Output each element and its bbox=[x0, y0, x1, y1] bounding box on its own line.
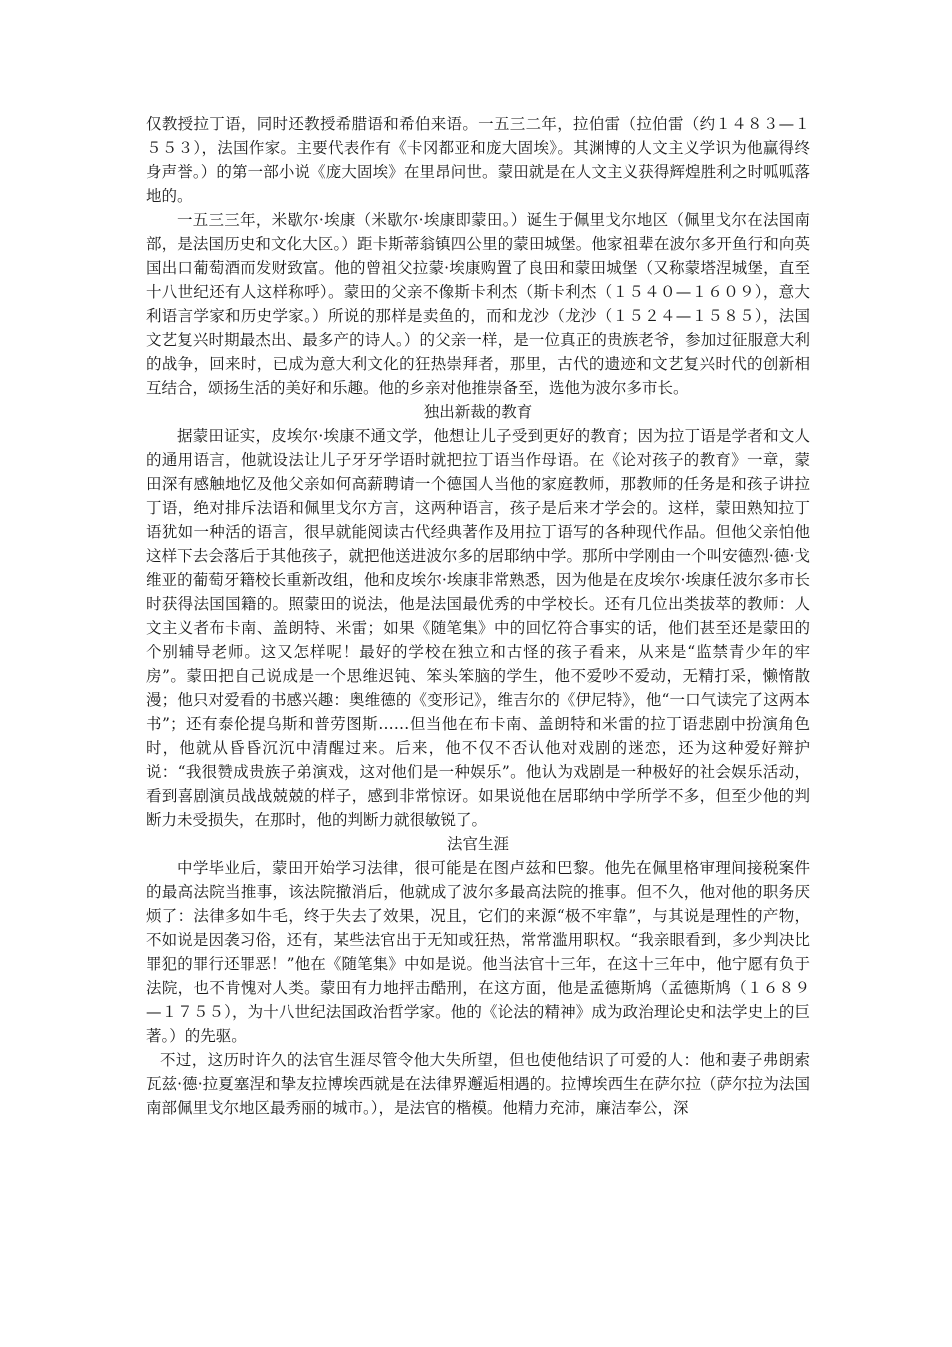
section-heading-education: 独出新裁的教育 bbox=[423, 403, 533, 421]
paragraph-birth: 一五三三年，米歇尔·埃康（米歇尔·埃康即蒙田。）诞生于佩里戈尔地区（佩里戈尔在法国南部，是法国历史和文化大区。）距卡斯蒂翁镇四公里的蒙田城堡。他家祖辈在波尔多开鱼行和向英国出口葡萄酒而发财致富。他的曾祖父拉蒙·埃康购置了良田和蒙田城堡（又称蒙塔涅城堡，直至十八世纪还有人这样称呼）。蒙田的父亲不像斯卡利杰（斯卡利杰（１５４０—１６０９），意大利语言学家和历史学家。）所说的那样是卖鱼的，而和龙沙（龙沙（１５２４—１５８５），法国文艺复兴时期最杰出、最多产的诗人。）的父亲一样，是一位真正的贵族老爷，参加过征服意大利的战争，回来时，已成为意大利文化的狂热崇拜者，那里，古代的遗迹和文艺复兴时代的创新相互结合，颂扬生活的美好和乐趣。他的乡亲对他推崇备至，选他为波尔多市长。 bbox=[146, 211, 810, 397]
paragraph-rabelais: 仅教授拉丁语，同时还教授希腊语和希伯来语。一五三二年，拉伯雷（拉伯雷（约１４８３—１５５３），法国作家。主要代表作有《卡冈都亚和庞大固埃》。其渊博的人文主义学识为他赢得终身声誉。）的第一部小说《庞大固埃》在里昂问世。蒙田就是在人文主义获得辉煌胜利之时呱呱落地的。 bbox=[146, 115, 810, 205]
section-heading-magistrate: 法官生涯 bbox=[446, 835, 509, 853]
paragraph-magistrate: 中学毕业后，蒙田开始学习法律，很可能是在图卢兹和巴黎。他先在佩里格审理间接税案件的最高法院当推事，该法院撤消后，他就成了波尔多最高法院的推事。但不久，他对他的职务厌烦了：法律多如牛毛，终于失去了效果，况且，它们的来源“极不牢靠”，与其说是理性的产物，不如说是因袭习俗，还有，某些法官出于无知或狂热，常常滥用职权。“我亲眼看到，多少判决比罪犯的罪行还罪恶！”他在《随笔集》中如是说。他当法官十三年，在这十三年中，他宁愿有负于法院，也不肯愧对人类。蒙田有力地抨击酷刑，在这方面，他是孟德斯鸠（孟德斯鸠（１６８９—１７５５），为十八世纪法国政治哲学家。他的《论法的精神》成为政治理论史和法学史上的巨著。）的先驱。 bbox=[146, 859, 810, 1045]
document-body bbox=[146, 112, 810, 1120]
paragraph-friendship: 不过，这历时许久的法官生涯尽管令他大失所望，但也使他结识了可爱的人：他和妻子弗朗索瓦兹·德·拉夏塞涅和挚友拉博埃西就是在法律界邂逅相遇的。拉博埃西生在萨尔拉（萨尔拉为法国南部佩里戈尔地区最秀丽的城市。），是法官的楷模。他精力充沛，廉洁奉公，深 bbox=[146, 1051, 810, 1117]
paragraph-education: 据蒙田证实，皮埃尔·埃康不通文学，他想让儿子受到更好的教育；因为拉丁语是学者和文人的通用语言，他就设法让儿子牙牙学语时就把拉丁语当作母语。在《论对孩子的教育》一章，蒙田深有感触地忆及他父亲如何高薪聘请一个德国人当他的家庭教师，那教师的任务是和孩子讲拉丁语，绝对排斥法语和佩里戈尔方言，这两种语言，孩子是后来才学会的。这样，蒙田熟知拉丁语犹如一种活的语言，很早就能阅读古代经典著作及用拉丁语写的各种现代作品。但他父亲怕他这样下去会落后于其他孩子，就把他送进波尔多的居耶纳中学。那所中学刚由一个叫安德烈·德·戈维亚的葡萄牙籍校长重新改组，他和皮埃尔·埃康非常熟悉，因为他是在皮埃尔·埃康任波尔多市长时获得法国国籍的。照蒙田的说法，他是法国最优秀的中学校长。还有几位出类拔萃的教师：人文主义者布卡南、盖朗特、米雷；如果《随笔集》中的回忆符合事实的话，他们甚至还是蒙田的个别辅导老师。这又怎样呢！最好的学校在独立和古怪的孩子看来，从来是“监禁青少年的牢房”。蒙田把自己说成是一个思维迟钝、笨头笨脑的学生，他不爱吵不爱动，无精打采，懒惰散漫；他只对爱看的书感兴趣：奥维德的《变形记》，维吉尔的《伊尼特》，他“一口气读完了这两本书”；还有泰伦提乌斯和普劳图斯……但当他在布卡南、盖朗特和米雷的拉丁语悲剧中扮演角色时，他就从昏昏沉沉中清醒过来。后来，他不仅不否认他对戏剧的迷恋，还为这种爱好辩护说：“我很赞成贵族子弟演戏，这对他们是一种娱乐”。他认为戏剧是一种极好的社会娱乐活动，看到喜剧演员战战兢兢的样子，感到非常惊讶。如果说他在居耶纳中学所学不多，但至少他的判断力未受损失，在那时，他的判断力就很敏锐了。 bbox=[146, 427, 810, 829]
